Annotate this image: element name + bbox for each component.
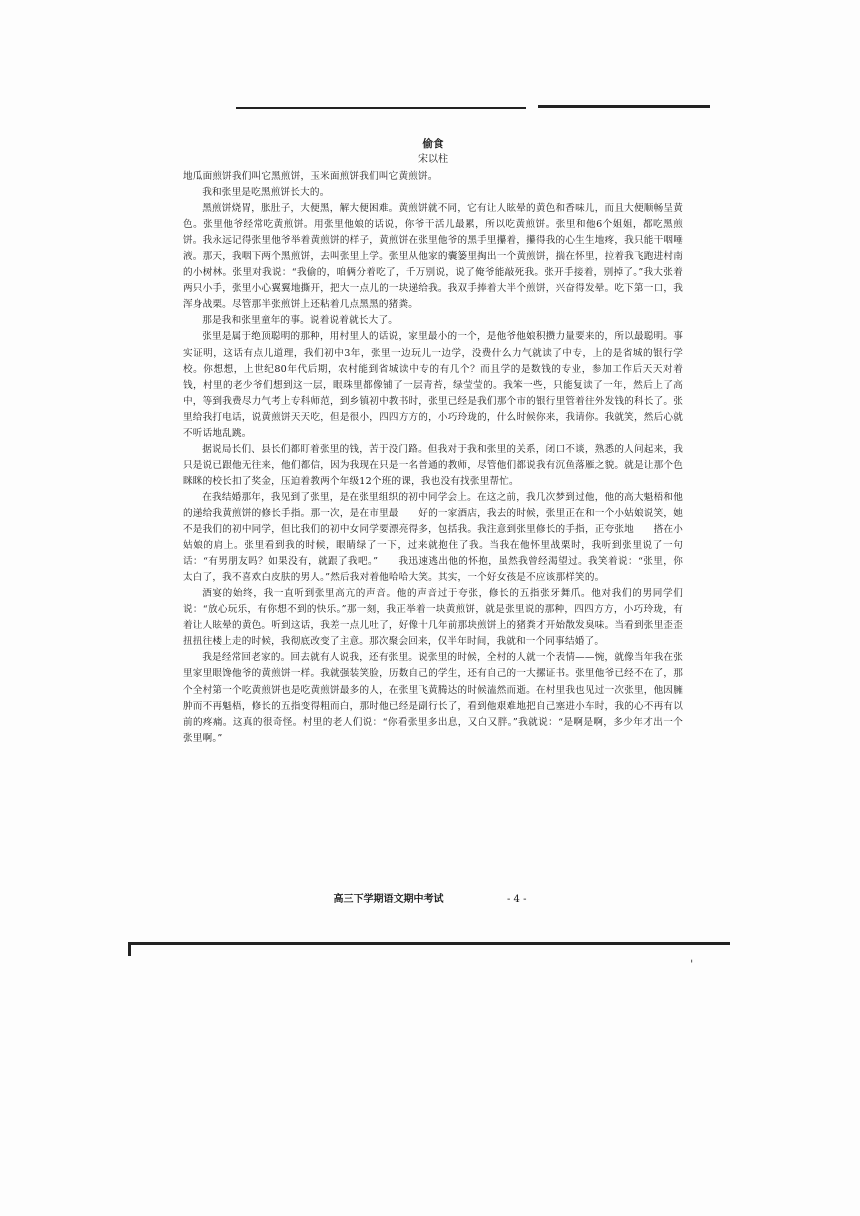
article (183, 136, 683, 747)
paragraph-4: 那是我和张里童年的事。说着说着就长大了。 (202, 315, 399, 327)
paragraph-9: 我是经常回老家的。回去就有人说我，还有张里。说张里的时候，全村的人就一个表情——惋，就像当年我在张里家里眼馋他爷的黄煎饼一样。我就强装笑脸，历数自己的学生，还有自己的一大摞证书。张里他爷已经不在了，那个全村第一个吃黄煎饼也是吃黄煎饼最多的人，在张里飞黄腾达的时候溘然而逝。在村里我也见过一次张里，他因臃肿而不再魁梧，修长的五指变得粗而白，那时他已经是副行长了，看到他艰难地把自己塞进小车时，我的心不再有以前的疼痛。这真的很奇怪。村里的老人们说：“你看张里多出息，又白又胖。”我就说：“是啊是啊，多少年才出一个张里啊。” (183, 652, 683, 744)
scan-border-bottom (128, 942, 730, 945)
paragraph-3: 黑煎饼烧胃，胀肚子，大便黑，解大便困难。黄煎饼就不同，它有让人眩晕的黄色和香味儿，而且大便顺畅呈黄色。张里他爷经常吃黄煎饼。用张里他娘的话说，你爷干活儿最累，所以吃黄煎饼。张里和他6个姐姐，都吃黑煎饼。我永远记得张里他爷举着黄煎饼的样子，黄煎饼在张里他爷的黑手里攥着，攥得我的心生生地疼，我只能干咽唾液。那天，我咽下两个黑煎饼，去叫张里上学。张里从他家的囊篓里掏出一个黄煎饼，揣在怀里，拉着我飞跑进村南的小树林。张里对我说：“我偷的，咱俩分着吃了，千万别说，说了俺爷能敲死我。张开手接着，别掉了。”我大张着两只小手，张里小心翼翼地撕开，把大一点儿的一块递给我。我双手捧着大半个煎饼，兴奋得发晕。吃下第一口，我浑身战栗。尽管那半张煎饼上还粘着几点黑黑的猪粪。 (183, 203, 683, 311)
page-number: - 4 - (507, 894, 527, 905)
scan-border-corner (128, 942, 131, 956)
paragraph-6: 据说局长们、县长们都盯着张里的钱，苦于没门路。但我对于我和张里的关系，闭口不谈，熟悉的人问起来，我只是说已跟他无往来，他们都信，因为我现在只是一名普通的教师，尽管他们都说我有沉鱼落雁之貌。就是让那个色眯眯的校长扣了奖金，压迫着教两个年级12个班的课，我也没有找张里帮忙。 (183, 443, 683, 487)
exam-name: 高三下学期语文期中考试 (333, 894, 444, 905)
article-title: 偷食 (422, 138, 444, 150)
scan-border-top-left (236, 107, 526, 109)
article-author: 宋以柱 (418, 154, 448, 165)
paragraph-8: 酒宴的始终，我一直听到张里高亢的声音。他的声音过于夸张，修长的五指张牙舞爪。他对我们的男同学们说：“放心玩乐，有你想不到的快乐。”那一刻，我正举着一块黄煎饼，就是张里说的那种，四四方方，小巧玲珑，有着让人眩晕的黄色。听到这话，我差一点儿吐了，好像十几年前那块煎饼上的猪粪才开始散发臭味。当看到张里歪歪扭扭往楼上走的时候，我彻底改变了主意。那次聚会回来，仅半年时间，我就和一个同事结婚了。 (183, 588, 683, 648)
paragraph-2: 我和张里是吃黑煎饼长大的。 (202, 187, 330, 199)
page-footer (0, 890, 860, 905)
scan-speck: ˌ (690, 950, 694, 964)
paragraph-7: 在我结婚那年，我见到了张里，是在张里组织的初中同学会上。在这之前，我几次梦到过他，他的高大魁梧和他的递给我黄煎饼的修长手指。那一次，是在市里最 好的一家酒店，我去的时候，张里正在和一个小姑娘说笑，她不是我们的初中同学，但比我们的初中女同学要漂亮得多，包括我。我注意到张里修长的手指，正夸张地 搭在小姑娘的肩上。张里看到我的时候，眼睛绿了一下，过来就抱住了我。当我在他怀里战栗时，我听到张里说了一句话：“有男朋友吗？如果没有，就跟了我吧。” 我迅速逃出他的怀抱，虽然我曾经渴望过。我笑着说：“张里，你太白了，我不喜欢白皮肤的男人。”然后我对着他哈哈大笑。其实，一个好女孩是不应该那样笑的。 (183, 491, 683, 584)
paragraph-1: 地瓜面煎饼我们叫它黑煎饼，玉米面煎饼我们叫它黄煎饼。 (183, 171, 438, 182)
scan-border-top-right (538, 105, 710, 108)
paragraph-5: 张里是属于绝顶聪明的那种，用村里人的话说，家里最小的一个，是他爷他娘积攒力量要来的，所以最聪明。事实证明，这话有点儿道理，我们初中3年，张里一边玩儿一边学，没费什么力气就读了中专，上的是省城的银行学校。你想想，上世纪80年代后期，农村能到省城读中专的有几个？而且学的是数钱的专业，参加工作后天天对着钱，村里的老少爷们想到这一层，眼珠里都像铺了一层青苔，绿莹莹的。我笨一些，只能复读了一年，然后上了高中，等到我费尽力气考上专科师范，到乡镇初中教书时，张里已经是我们那个市的银行里管着往外发钱的科长了。张里给我打电话，说黄煎饼天天吃，但是很小，四四方方的，小巧玲珑的，什么时候你来，我请你。我就笑，然后心就不听话地乱跳。 (183, 331, 683, 439)
